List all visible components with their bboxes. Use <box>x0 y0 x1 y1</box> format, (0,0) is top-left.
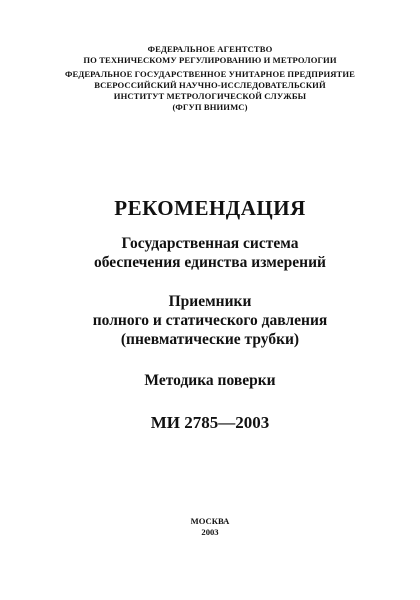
institute-line-4: (ФГУП ВНИИМС) <box>172 102 248 112</box>
issuing-organizations <box>0 44 420 113</box>
institute-line-3: ИНСТИТУТ МЕТРОЛОГИЧЕСКОЙ СЛУЖБЫ <box>113 91 307 101</box>
agency-line-2: ПО ТЕХНИЧЕСКОМУ РЕГУЛИРОВАНИЮ И МЕТРОЛОГИИ <box>83 55 337 65</box>
institute-line-2: ВСЕРОССИЙСКИЙ НАУЧНО-ИССЛЕДОВАТЕЛЬСКИЙ <box>94 80 326 90</box>
agency-name <box>0 44 420 66</box>
series-line-2: обеспечения единства измерений <box>94 254 326 271</box>
document-series <box>0 234 420 272</box>
subject-line-1: Приемники <box>168 293 252 310</box>
document-type: РЕКОМЕНДАЦИЯ <box>114 196 306 220</box>
series-line-1: Государственная система <box>121 235 299 252</box>
institute-line-1: ФЕДЕРАЛЬНОЕ ГОСУДАРСТВЕННОЕ УНИТАРНОЕ ПРЕДПРИЯТИЕ <box>65 69 355 79</box>
publication-year: 2003 <box>201 527 219 537</box>
document-subject <box>0 292 420 349</box>
institute-name <box>0 69 420 113</box>
agency-line-1: ФЕДЕРАЛЬНОЕ АГЕНТСТВО <box>147 44 273 54</box>
subject-line-3: (пневматические трубки) <box>120 331 300 348</box>
publication-info <box>0 516 420 538</box>
document-method: Методика поверки <box>144 372 276 389</box>
subject-line-2: полного и статического давления <box>92 312 328 329</box>
document-number: МИ 2785—2003 <box>150 413 270 432</box>
publication-city: МОСКВА <box>190 516 230 526</box>
